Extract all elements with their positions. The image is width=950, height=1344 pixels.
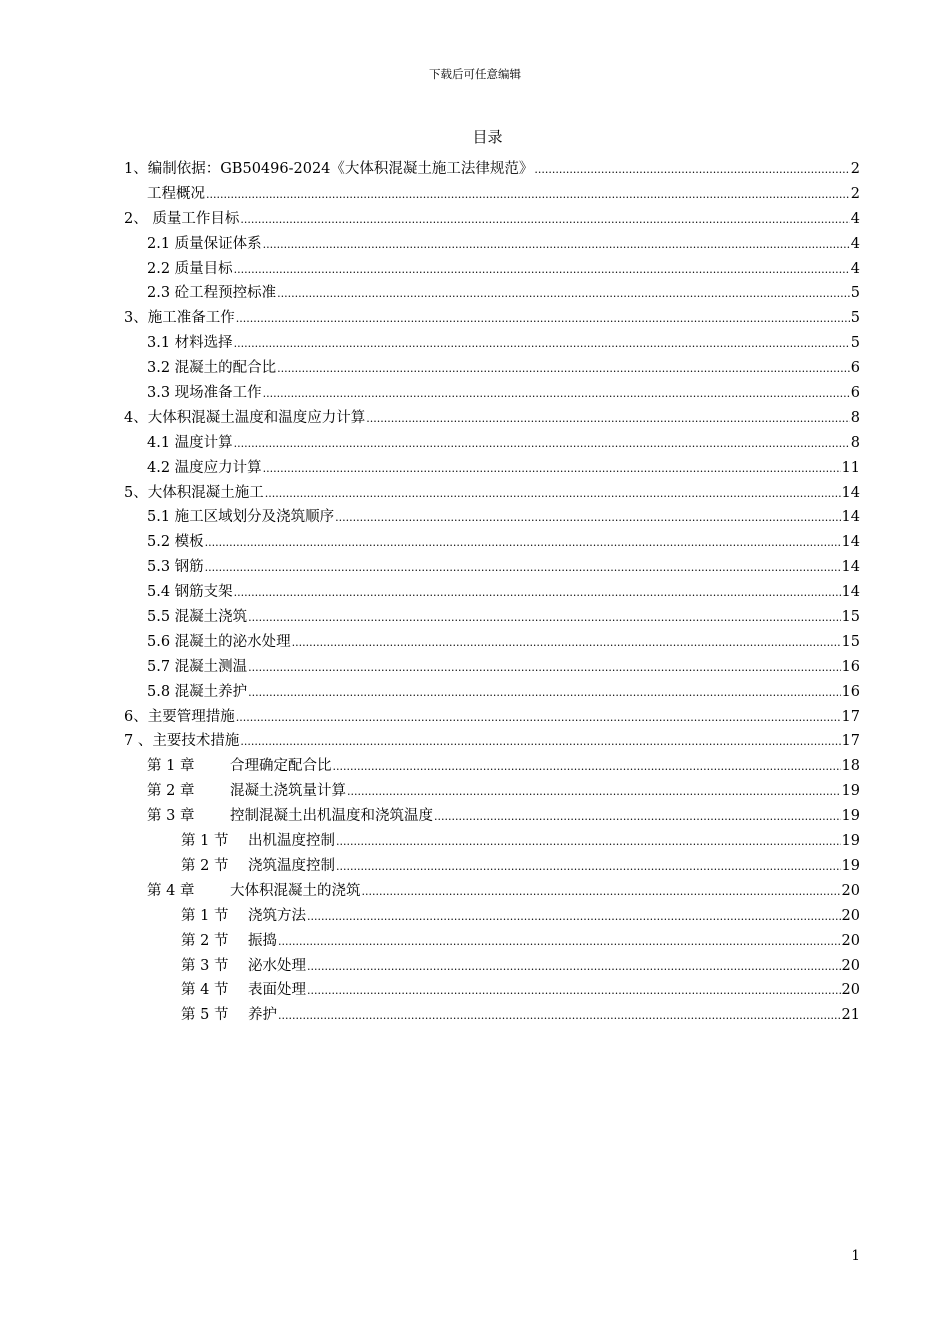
toc-entry[interactable] (122, 381, 860, 406)
toc-entry-title: 大体积混凝土的浇筑 (230, 882, 361, 899)
toc-entry-title: 养护 (248, 1007, 277, 1024)
toc-dot-leader (278, 930, 841, 955)
toc-dot-leader (366, 407, 850, 432)
toc-entry[interactable] (122, 306, 860, 331)
page-number: 1 (851, 1248, 860, 1264)
toc-entry[interactable] (122, 929, 860, 954)
toc-entry[interactable] (122, 157, 860, 182)
toc-entry-page: 8 (850, 434, 860, 451)
page-header: 下载后可任意编辑 (429, 67, 521, 81)
toc-entry[interactable] (122, 257, 860, 282)
toc-entry[interactable] (122, 356, 860, 381)
toc-dot-leader (277, 357, 850, 382)
toc-entry-page: 20 (841, 982, 860, 999)
toc-dot-leader (234, 258, 850, 283)
toc-entry[interactable] (122, 530, 860, 555)
toc-dot-leader (234, 581, 841, 606)
toc-entry[interactable] (122, 804, 860, 829)
toc-dot-leader (240, 730, 840, 755)
toc-entry-page: 14 (841, 534, 860, 551)
toc-entry-title: 2.2 质量目标 (147, 260, 233, 277)
toc-entry[interactable] (122, 505, 860, 530)
toc-entry-title: 泌水处理 (248, 957, 306, 974)
toc-entry-page: 14 (841, 509, 860, 526)
toc-entry-page: 19 (841, 857, 860, 874)
toc-dot-leader (292, 631, 841, 656)
toc-entry-page: 4 (850, 210, 860, 227)
toc-entry[interactable] (122, 431, 860, 456)
toc-dot-leader (236, 307, 850, 332)
toc-entry-page: 14 (841, 559, 860, 576)
toc-entry[interactable] (122, 754, 860, 779)
toc-dot-leader (240, 208, 849, 233)
toc-entry-page: 18 (841, 758, 860, 775)
toc-entry-number: 第 3 章 (147, 808, 195, 825)
toc-entry-page: 19 (841, 833, 860, 850)
toc-entry[interactable] (122, 580, 860, 605)
toc-entry-number: 第 4 章 (147, 882, 195, 899)
toc-entry-page: 5 (850, 285, 860, 302)
toc-entry-title: 7 、主要技术措施 (124, 733, 240, 750)
toc-entry-title: 合理确定配合比 (230, 758, 332, 775)
toc-entry-title: 5.5 混凝土浇筑 (147, 609, 248, 626)
toc-entry[interactable] (122, 854, 860, 879)
toc-dot-leader (347, 780, 841, 805)
toc-entry-page: 21 (841, 1007, 860, 1024)
toc-entry-title: 3.2 混凝土的配合比 (147, 360, 277, 377)
toc-dot-leader (248, 606, 840, 631)
toc-dot-leader (248, 656, 840, 681)
toc-entry-title: 4.1 温度计算 (147, 434, 233, 451)
toc-entry-title: 工程概况 (147, 185, 205, 202)
toc-dot-leader (307, 955, 841, 980)
toc-entry[interactable] (122, 879, 860, 904)
toc-dot-leader (336, 855, 841, 880)
toc-dot-leader (362, 880, 841, 905)
toc-entry-title: 表面处理 (248, 982, 306, 999)
toc-entry-page: 14 (841, 584, 860, 601)
toc-entry-number: 第 2 章 (147, 783, 195, 800)
toc-entry-title: 5、大体积混凝土施工 (124, 484, 264, 501)
toc-entry[interactable] (122, 680, 860, 705)
toc-dot-leader (236, 706, 841, 731)
toc-entry-number: 第 3 节 (181, 957, 229, 974)
toc-entry-title: 振捣 (248, 932, 277, 949)
toc-dot-leader (277, 282, 850, 307)
toc-entry-title: 2.3 砼工程预控标准 (147, 285, 277, 302)
toc-entry-number: 第 2 节 (181, 857, 229, 874)
toc-entry-page: 2 (850, 185, 860, 202)
toc-entry[interactable] (122, 232, 860, 257)
toc-entry-title: 5.4 钢筋支架 (147, 584, 233, 601)
toc-entry-page: 20 (841, 932, 860, 949)
toc-entry-page: 16 (841, 683, 860, 700)
toc-entry[interactable] (122, 456, 860, 481)
toc-entry[interactable] (122, 331, 860, 356)
toc-entry-title: 出机温度控制 (248, 833, 335, 850)
toc-entry-number: 第 2 节 (181, 932, 229, 949)
toc-entry[interactable] (122, 729, 860, 754)
toc-entry-page: 5 (850, 310, 860, 327)
toc-entry-number: 第 5 节 (181, 1007, 229, 1024)
toc-entry-page: 19 (841, 783, 860, 800)
toc-dot-leader (263, 233, 850, 258)
toc-entry-page: 15 (841, 609, 860, 626)
toc-dot-leader (335, 506, 840, 531)
toc-entry[interactable] (122, 281, 860, 306)
page-title: 目录 (472, 128, 503, 146)
toc-dot-leader (265, 482, 841, 507)
toc-entry[interactable] (122, 705, 860, 730)
toc-entry-title: 5.8 混凝土养护 (147, 683, 248, 700)
toc-entry-page: 20 (841, 957, 860, 974)
toc-dot-leader (434, 805, 841, 830)
toc-entry-title: 3.3 现场准备工作 (147, 385, 262, 402)
toc-entry[interactable] (122, 779, 860, 804)
toc-dot-leader (534, 158, 849, 183)
toc-dot-leader (278, 1004, 841, 1029)
toc-entry[interactable] (122, 655, 860, 680)
toc-entry[interactable] (122, 630, 860, 655)
toc-entry-number: 第 1 节 (181, 833, 229, 850)
toc-entry-page: 4 (850, 235, 860, 252)
toc-entry-page: 16 (841, 658, 860, 675)
toc-dot-leader (205, 556, 841, 581)
toc-entry[interactable] (122, 605, 860, 630)
toc-entry[interactable] (122, 954, 860, 979)
toc-entry-title: 4.2 温度应力计算 (147, 459, 262, 476)
toc-entry[interactable] (122, 555, 860, 580)
toc-entry-title: 浇筑方法 (248, 907, 306, 924)
toc-entry-number: 第 1 节 (181, 907, 229, 924)
toc-entry-page: 20 (841, 907, 860, 924)
toc-entry[interactable] (122, 406, 860, 431)
toc-entry-page: 4 (850, 260, 860, 277)
toc-entry-page: 15 (841, 633, 860, 650)
toc-entry[interactable] (122, 207, 860, 232)
toc-entry-title: 5.6 混凝土的泌水处理 (147, 633, 291, 650)
toc-entry-title: 3.1 材料选择 (147, 335, 233, 352)
toc-entry-title: 1、编制依据：GB50496-2024《大体积混凝土施工法律规范》 (124, 161, 534, 177)
toc-dot-leader (234, 332, 850, 357)
toc-entry-title: 4、大体积混凝土温度和温度应力计算 (124, 409, 366, 426)
toc-entry-page: 5 (850, 335, 860, 352)
toc-entry-page: 2 (850, 161, 860, 177)
toc-entry-title: 浇筑温度控制 (248, 857, 335, 874)
toc-dot-leader (263, 382, 850, 407)
toc-entry-page: 8 (850, 409, 860, 426)
toc-entry-page: 17 (841, 708, 860, 725)
toc-entry[interactable] (122, 978, 860, 1003)
toc-entry-page: 20 (841, 882, 860, 899)
toc-dot-leader (248, 681, 840, 706)
toc-dot-leader (307, 979, 841, 1004)
toc-entry-title: 6、主要管理措施 (124, 708, 235, 725)
toc-dot-leader (333, 755, 841, 780)
toc-entry-page: 11 (841, 459, 860, 476)
toc-dot-leader (205, 531, 841, 556)
toc-entry-title: 2.1 质量保证体系 (147, 235, 262, 252)
toc-entry-number: 第 4 节 (181, 982, 229, 999)
toc-entry[interactable] (122, 904, 860, 929)
toc-entry-title: 混凝土浇筑量计算 (230, 783, 346, 800)
toc-dot-leader (307, 905, 841, 930)
toc-dot-leader (206, 183, 850, 208)
toc-entry-title: 2、 质量工作目标 (124, 210, 240, 227)
toc-entry-page: 6 (850, 360, 860, 377)
toc-dot-leader (234, 432, 850, 457)
toc-dot-leader (263, 457, 841, 482)
toc-entry[interactable] (122, 182, 860, 207)
toc-entry-title: 5.2 模板 (147, 534, 204, 551)
toc-entry-title: 3、施工准备工作 (124, 310, 235, 327)
toc-entry-title: 5.1 施工区域划分及浇筑顺序 (147, 509, 335, 526)
toc-entry-page: 6 (850, 385, 860, 402)
toc-dot-leader (336, 830, 841, 855)
toc-entry-page: 17 (841, 733, 860, 750)
toc-entry[interactable] (122, 1003, 860, 1028)
toc-entry-number: 第 1 章 (147, 758, 195, 775)
toc-entry-page: 19 (841, 808, 860, 825)
toc-entry-title: 5.7 混凝土测温 (147, 658, 248, 675)
toc-entry[interactable] (122, 829, 860, 854)
toc-entry-title: 控制混凝土出机温度和浇筑温度 (230, 808, 433, 825)
toc-entry-title: 5.3 钢筋 (147, 559, 204, 576)
toc-entry[interactable] (122, 481, 860, 506)
toc-entry-page: 14 (841, 484, 860, 501)
table-of-contents (122, 157, 860, 1028)
